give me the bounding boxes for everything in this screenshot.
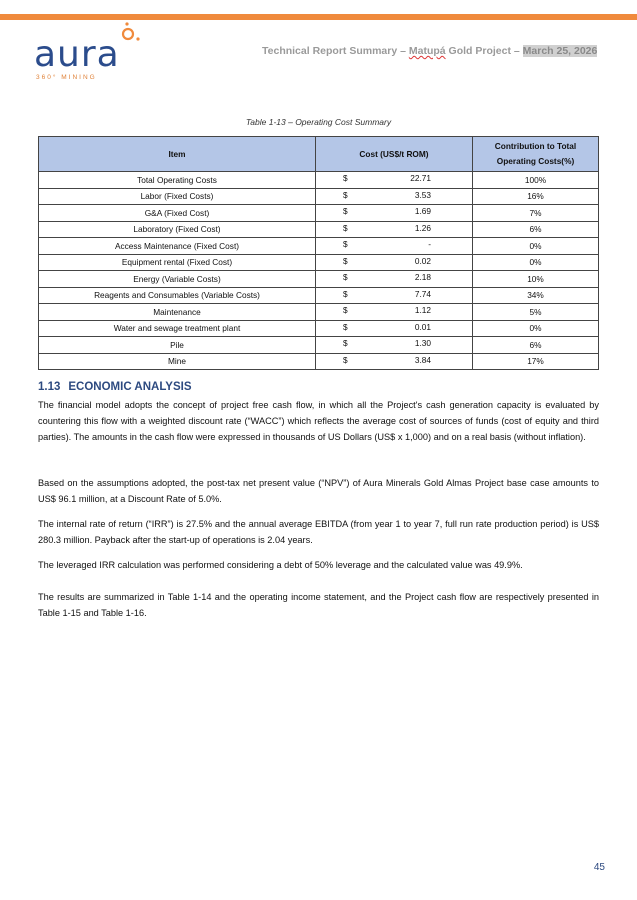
paragraph-1: The financial model adopts the concept of project free cash flow, in which all the Project's cash generation capacity is evaluated by countering this flow with a weighted discount rate (“WACC”) which reflects the average cost of sources of funds (cost of equity and third parties). The amounts in the cash flow were expressed in thousands of US Dollars (US$ x 1,000) and on a real basis (without inflation). [38,400,599,442]
cost-value: 3.53 [414,189,431,200]
cell-contribution: 0% [473,254,599,271]
section-heading [38,381,192,393]
table-row [39,271,599,288]
section-title: ECONOMIC ANALYSIS [68,381,192,393]
company-logo [34,20,144,82]
currency-symbol: $ [343,206,348,216]
currency-symbol: $ [343,305,348,315]
cell-item: Equipment rental (Fixed Cost) [39,254,316,271]
cell-contribution: 0% [473,320,599,337]
header-title-mid: Gold Project – [445,45,523,57]
cell-item: Water and sewage treatment plant [39,320,316,337]
operating-cost-table [38,136,599,370]
currency-symbol: $ [343,239,348,249]
cell-item: Energy (Variable Costs) [39,271,316,288]
cell-contribution: 17% [473,353,599,370]
paragraph-2: Based on the assumptions adopted, the post-tax net present value (“NPV”) of Aura Minerals Gold Almas Project base case amounts to US$ 96.1 million, at a Discount Rate of 5.0%. [38,478,599,504]
column-header-contribution: Contribution to Total Operating Costs(%) [473,137,599,172]
cell-item: Maintenance [39,304,316,321]
cost-value: 1.12 [414,305,431,315]
cell-cost [316,353,473,370]
paragraph-4: The leveraged IRR calculation was performed considering a debt of 50% leverage and the calculated value was 49.9%. [38,560,523,570]
table-row [39,337,599,354]
table-row [39,205,599,222]
section-number: 1.13 [38,381,61,393]
header-title-project: Matupá [408,45,446,57]
currency-symbol: $ [343,272,348,282]
cell-cost [316,337,473,354]
paragraph-3: The internal rate of return (“IRR”) is 27.5% and the annual average EBITDA (from year 1 to year 7, full run rate production period) is US$ 280.3 million. Payback after the start-up of operations is 2.04 years. [38,519,599,545]
cell-contribution: 10% [473,271,599,288]
cell-item: Reagents and Consumables (Variable Costs) [39,287,316,304]
cell-cost [316,287,473,304]
cost-value: 0.01 [414,321,431,332]
cell-contribution: 5% [473,304,599,321]
cell-item: Labor (Fixed Costs) [39,188,316,205]
table-row [39,320,599,337]
cost-value: 0.02 [414,255,431,266]
cost-value: 7.74 [414,288,431,299]
logo-circle-icon [120,20,146,44]
cell-contribution: 34% [473,287,599,304]
cell-cost [316,254,473,271]
cost-value: 22.71 [410,173,431,183]
currency-symbol: $ [343,255,348,266]
currency-symbol: $ [343,222,348,233]
currency-symbol: $ [343,321,348,332]
header-title-prefix: Technical Report Summary – [262,45,409,57]
cell-contribution: 16% [473,188,599,205]
table-row [39,287,599,304]
cost-value: - [428,239,431,249]
cell-item: Mine [39,353,316,370]
cell-contribution: 100% [473,172,599,189]
logo-tagline: 360° MINING [36,74,97,81]
column-header-cost: Cost (US$/t ROM) [316,137,473,172]
cell-item: Pile [39,337,316,354]
cell-cost [316,205,473,222]
cell-contribution: 6% [473,221,599,238]
currency-symbol: $ [343,173,348,183]
cost-value: 1.69 [414,206,431,216]
column-header-item: Item [39,137,316,172]
cell-contribution: 0% [473,238,599,255]
cost-value: 3.84 [414,354,431,365]
currency-symbol: $ [343,288,348,299]
table-row [39,172,599,189]
cell-item: Access Maintenance (Fixed Cost) [39,238,316,255]
cell-item: G&A (Fixed Cost) [39,205,316,222]
cell-item: Total Operating Costs [39,172,316,189]
table-row [39,353,599,370]
table-header-row [39,137,599,172]
cell-cost [316,172,473,189]
table-row [39,238,599,255]
cost-value: 1.30 [414,338,431,348]
cost-value: 2.18 [414,272,431,282]
table-row [39,221,599,238]
cell-cost [316,320,473,337]
header-title-date: March 25, 2026 [522,45,598,57]
page-number: 45 [593,862,605,873]
cell-cost [316,238,473,255]
table-row [39,304,599,321]
currency-symbol: $ [343,338,348,348]
paragraph-5: The results are summarized in Table 1-14 and the operating income statement, and the Project cash flow are respectively presented in Table 1-15 and Table 1-16. [38,592,599,618]
table-row [39,254,599,271]
table-row [39,188,599,205]
cell-cost [316,221,473,238]
document-header-title [262,45,597,57]
cell-cost [316,271,473,288]
logo-wordmark: aura [34,34,120,75]
cost-value: 1.26 [414,222,431,233]
cell-cost [316,188,473,205]
cell-cost [316,304,473,321]
cell-contribution: 6% [473,337,599,354]
cell-item: Laboratory (Fixed Cost) [39,221,316,238]
table-caption: Table 1-13 – Operating Cost Summary [245,117,392,127]
currency-symbol: $ [343,189,348,200]
cell-contribution: 7% [473,205,599,222]
currency-symbol: $ [343,354,348,365]
